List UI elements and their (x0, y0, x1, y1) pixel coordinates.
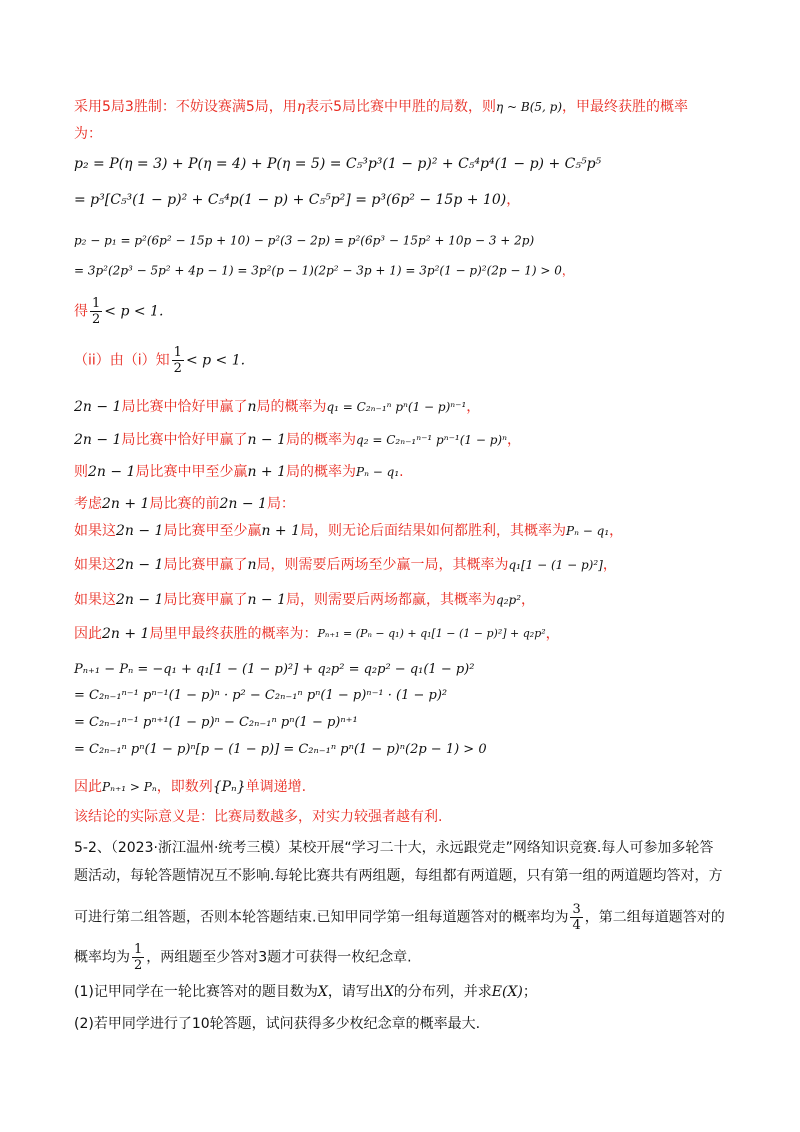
text: 表示5局比赛中甲胜的局数，则 (305, 99, 497, 115)
text: ，即数列 (156, 779, 213, 795)
case-3 (74, 590, 535, 610)
numerator: 1 (134, 942, 143, 957)
math: n + 1 (247, 464, 287, 480)
text: 的分布列，并求 (393, 984, 492, 1000)
formula-step-4 (74, 740, 487, 761)
formula-step-3 (74, 713, 358, 734)
problem-line-2 (74, 866, 722, 886)
numerator: 1 (173, 345, 182, 360)
math: q₁[1 − (1 − p)²] (508, 558, 603, 572)
text: 局比赛甲至少赢 (163, 523, 262, 539)
math-inequality: < p < 1. (185, 352, 246, 369)
case-1 (74, 521, 623, 541)
text: 考虑 (74, 496, 102, 512)
punct: . (399, 464, 404, 480)
punct: ， (561, 263, 574, 278)
math: 2n − 1 (116, 523, 164, 539)
fraction (132, 942, 144, 973)
math-formula: = 3p²(2p³ − 5p² + 4p − 1) = 3p²(p − 1)(2p² − 3p + 1) = 3p²(1 − p)²(2p − 1) > 0 (74, 263, 562, 278)
math: 2n + 1 (102, 496, 150, 512)
text: 如果这 (74, 557, 116, 573)
question-1 (74, 982, 537, 1002)
math: E(X) (491, 984, 523, 1000)
text: 因此 (74, 779, 102, 795)
text: ，两组题至少答对3题才可获得一枚纪念章. (146, 949, 412, 966)
text: (2)若甲同学进行了10轮答题，试问获得多少枚纪念章的概率最大. (74, 1016, 481, 1032)
text: 局比赛甲赢了 (163, 592, 248, 608)
text: 该结论的实际意义是：比赛局数越多，对实力较强者越有利. (74, 809, 443, 825)
meaning-line (74, 807, 442, 827)
text: ，请写出 (327, 984, 384, 1000)
problem-line-4 (74, 942, 412, 973)
math-formula: Pₙ₊₁ = (Pₙ − q₁) + q₁[1 − (1 − p)²] + q₂p² (317, 627, 546, 640)
text: 局比赛中恰好甲赢了 (121, 399, 248, 415)
math: n (247, 399, 257, 415)
punct: ， (602, 557, 617, 573)
text: 局比赛甲赢了 (163, 557, 248, 573)
text: 单调递增. (245, 779, 307, 795)
text: 概率均为 (74, 949, 130, 966)
formula-p2-simplified (74, 190, 520, 210)
math-inequality: < p < 1. (104, 303, 164, 320)
text: 可进行第二组答题，否则本轮答题结束.已知甲同学第一组每道题答对的概率均为 (74, 909, 569, 926)
formula-diff-factored (74, 260, 574, 281)
math: Pₙ₊₁ > Pₙ (102, 780, 157, 794)
math: n − 1 (247, 432, 287, 448)
text: 局，则需要后两场至少赢一局，其概率为 (256, 557, 509, 573)
numerator: 1 (92, 296, 101, 311)
math-formula: = C₂ₙ₋₁ⁿ pⁿ(1 − p)ⁿ[p − (1 − p)] = C₂ₙ₋₁ⁿ pⁿ(1 − p)ⁿ(2p − 1) > 0 (74, 742, 487, 757)
total-probability (74, 624, 560, 644)
text: (1)记甲同学在一轮比赛答对的题目数为 (74, 984, 318, 1000)
question-2 (74, 1014, 480, 1034)
math: X (317, 984, 328, 1000)
math: Pₙ − q₁ (566, 524, 610, 538)
text: 局，则无论后面结果如何都胜利，其概率为 (300, 523, 567, 539)
math: 2n + 1 (102, 626, 150, 642)
denominator: 2 (173, 361, 182, 376)
punct: ， (466, 399, 481, 415)
math-formula: q₂ = C₂ₙ₋₁ⁿ⁻¹ pⁿ⁻¹(1 − p)ⁿ (356, 433, 507, 447)
line-consider (74, 494, 295, 514)
line-at-least (74, 462, 404, 482)
punct: ， (506, 192, 521, 208)
math-formula: = C₂ₙ₋₁ⁿ⁻¹ pⁿ⁺¹(1 − p)ⁿ − C₂ₙ₋₁ⁿ pⁿ(1 − p)ⁿ⁺¹ (74, 715, 358, 730)
text: 如果这 (74, 523, 116, 539)
punct: ， (506, 432, 521, 448)
text: ，第二组每道题答对的 (584, 909, 725, 926)
text: 局的概率为 (286, 432, 357, 448)
text: 如果这 (74, 592, 116, 608)
math: X (383, 984, 394, 1000)
problem-line-1 (74, 838, 713, 858)
text: 为： (74, 126, 102, 142)
line-q2 (74, 430, 521, 450)
math: 2n − 1 (74, 399, 122, 415)
text: 采用5局3胜制：不妨设赛满5局，用 (74, 99, 297, 115)
formula-p2 (74, 154, 601, 174)
text: ，甲最终获胜的概率 (562, 99, 689, 115)
text: 题活动，每轮答题情况互不影响.每轮比赛共有两组题，每组都有两道题，只有第一组的两道题均答对，方 (74, 868, 723, 884)
formula-diff (74, 230, 534, 251)
text: 局比赛中恰好甲赢了 (121, 432, 248, 448)
text: 局里甲最终获胜的概率为： (149, 626, 318, 642)
punct: ， (609, 523, 624, 539)
math: n (247, 557, 257, 573)
text: （ii）由（i）知 (74, 352, 170, 369)
math: n + 1 (261, 523, 301, 539)
math-eta: η (296, 99, 306, 115)
denominator: 4 (572, 918, 581, 933)
line-q1 (74, 397, 480, 417)
part-ii-intro (74, 345, 245, 376)
formula-step-1 (74, 660, 474, 681)
text: 5-2、（2023·浙江温州·统考三模）某校开展“学习二十大，永远跟党走”网络知识竞赛.每人可参加多轮答 (74, 840, 714, 856)
formula-step-2 (74, 686, 447, 707)
text: 局： (266, 496, 295, 512)
text: 局的概率为 (286, 464, 357, 480)
math-formula: = C₂ₙ₋₁ⁿ⁻¹ pⁿ⁻¹(1 − p)ⁿ · p² − C₂ₙ₋₁ⁿ pⁿ(1 − p)ⁿ⁻¹ · (1 − p)² (74, 688, 448, 703)
math: 2n − 1 (74, 432, 122, 448)
numerator: 3 (572, 902, 581, 917)
punct: ， (521, 592, 536, 608)
math: 2n − 1 (116, 592, 164, 608)
text: 得 (74, 303, 88, 320)
math: 2n − 1 (88, 464, 136, 480)
text: 因此 (74, 626, 102, 642)
fraction (172, 345, 184, 376)
math: n − 1 (247, 592, 287, 608)
math: {Pₙ} (212, 779, 246, 795)
text: 局，则需要后两场都赢，其概率为 (286, 592, 497, 608)
text: 则 (74, 464, 88, 480)
punct: ， (545, 626, 560, 642)
math: 2n − 1 (116, 557, 164, 573)
problem-line-3 (74, 902, 725, 933)
punct: ； (522, 984, 537, 1000)
text: 局比赛中甲至少赢 (135, 464, 248, 480)
denominator: 2 (134, 958, 143, 973)
math: Pₙ − q₁ (356, 465, 400, 479)
math-formula: = p³[C₅³(1 − p)² + C₅⁴p(1 − p) + C₅⁵p²] = p³(6p² − 15p + 10) (74, 192, 507, 208)
math-formula: q₁ = C₂ₙ₋₁ⁿ pⁿ(1 − p)ⁿ⁻¹ (326, 400, 467, 414)
math-binomial: η ~ B(5, p) (496, 100, 563, 114)
math-formula: Pₙ₊₁ − Pₙ = −q₁ + q₁[1 − (1 − p)²] + q₂p² = q₂p² − q₁(1 − p)² (74, 662, 475, 677)
math-formula: p₂ = P(η = 3) + P(η = 4) + P(η = 5) = C₅³p³(1 − p)² + C₅⁴p⁴(1 − p) + C₅⁵p⁵ (74, 156, 602, 172)
result-line-1 (74, 296, 163, 327)
solution-line-1 (74, 97, 688, 117)
text: 局比赛的前 (149, 496, 220, 512)
conclusion-line (74, 777, 306, 797)
math: q₂p² (496, 593, 522, 607)
solution-line-2 (74, 124, 102, 144)
text: 局的概率为 (256, 399, 327, 415)
case-2 (74, 555, 617, 575)
fraction (90, 296, 102, 327)
math: 2n − 1 (219, 496, 267, 512)
denominator: 2 (92, 312, 101, 327)
fraction (570, 902, 582, 933)
math-formula: p₂ − p₁ = p²(6p² − 15p + 10) − p²(3 − 2p) = p²(6p³ − 15p² + 10p − 3 + 2p) (74, 233, 535, 248)
